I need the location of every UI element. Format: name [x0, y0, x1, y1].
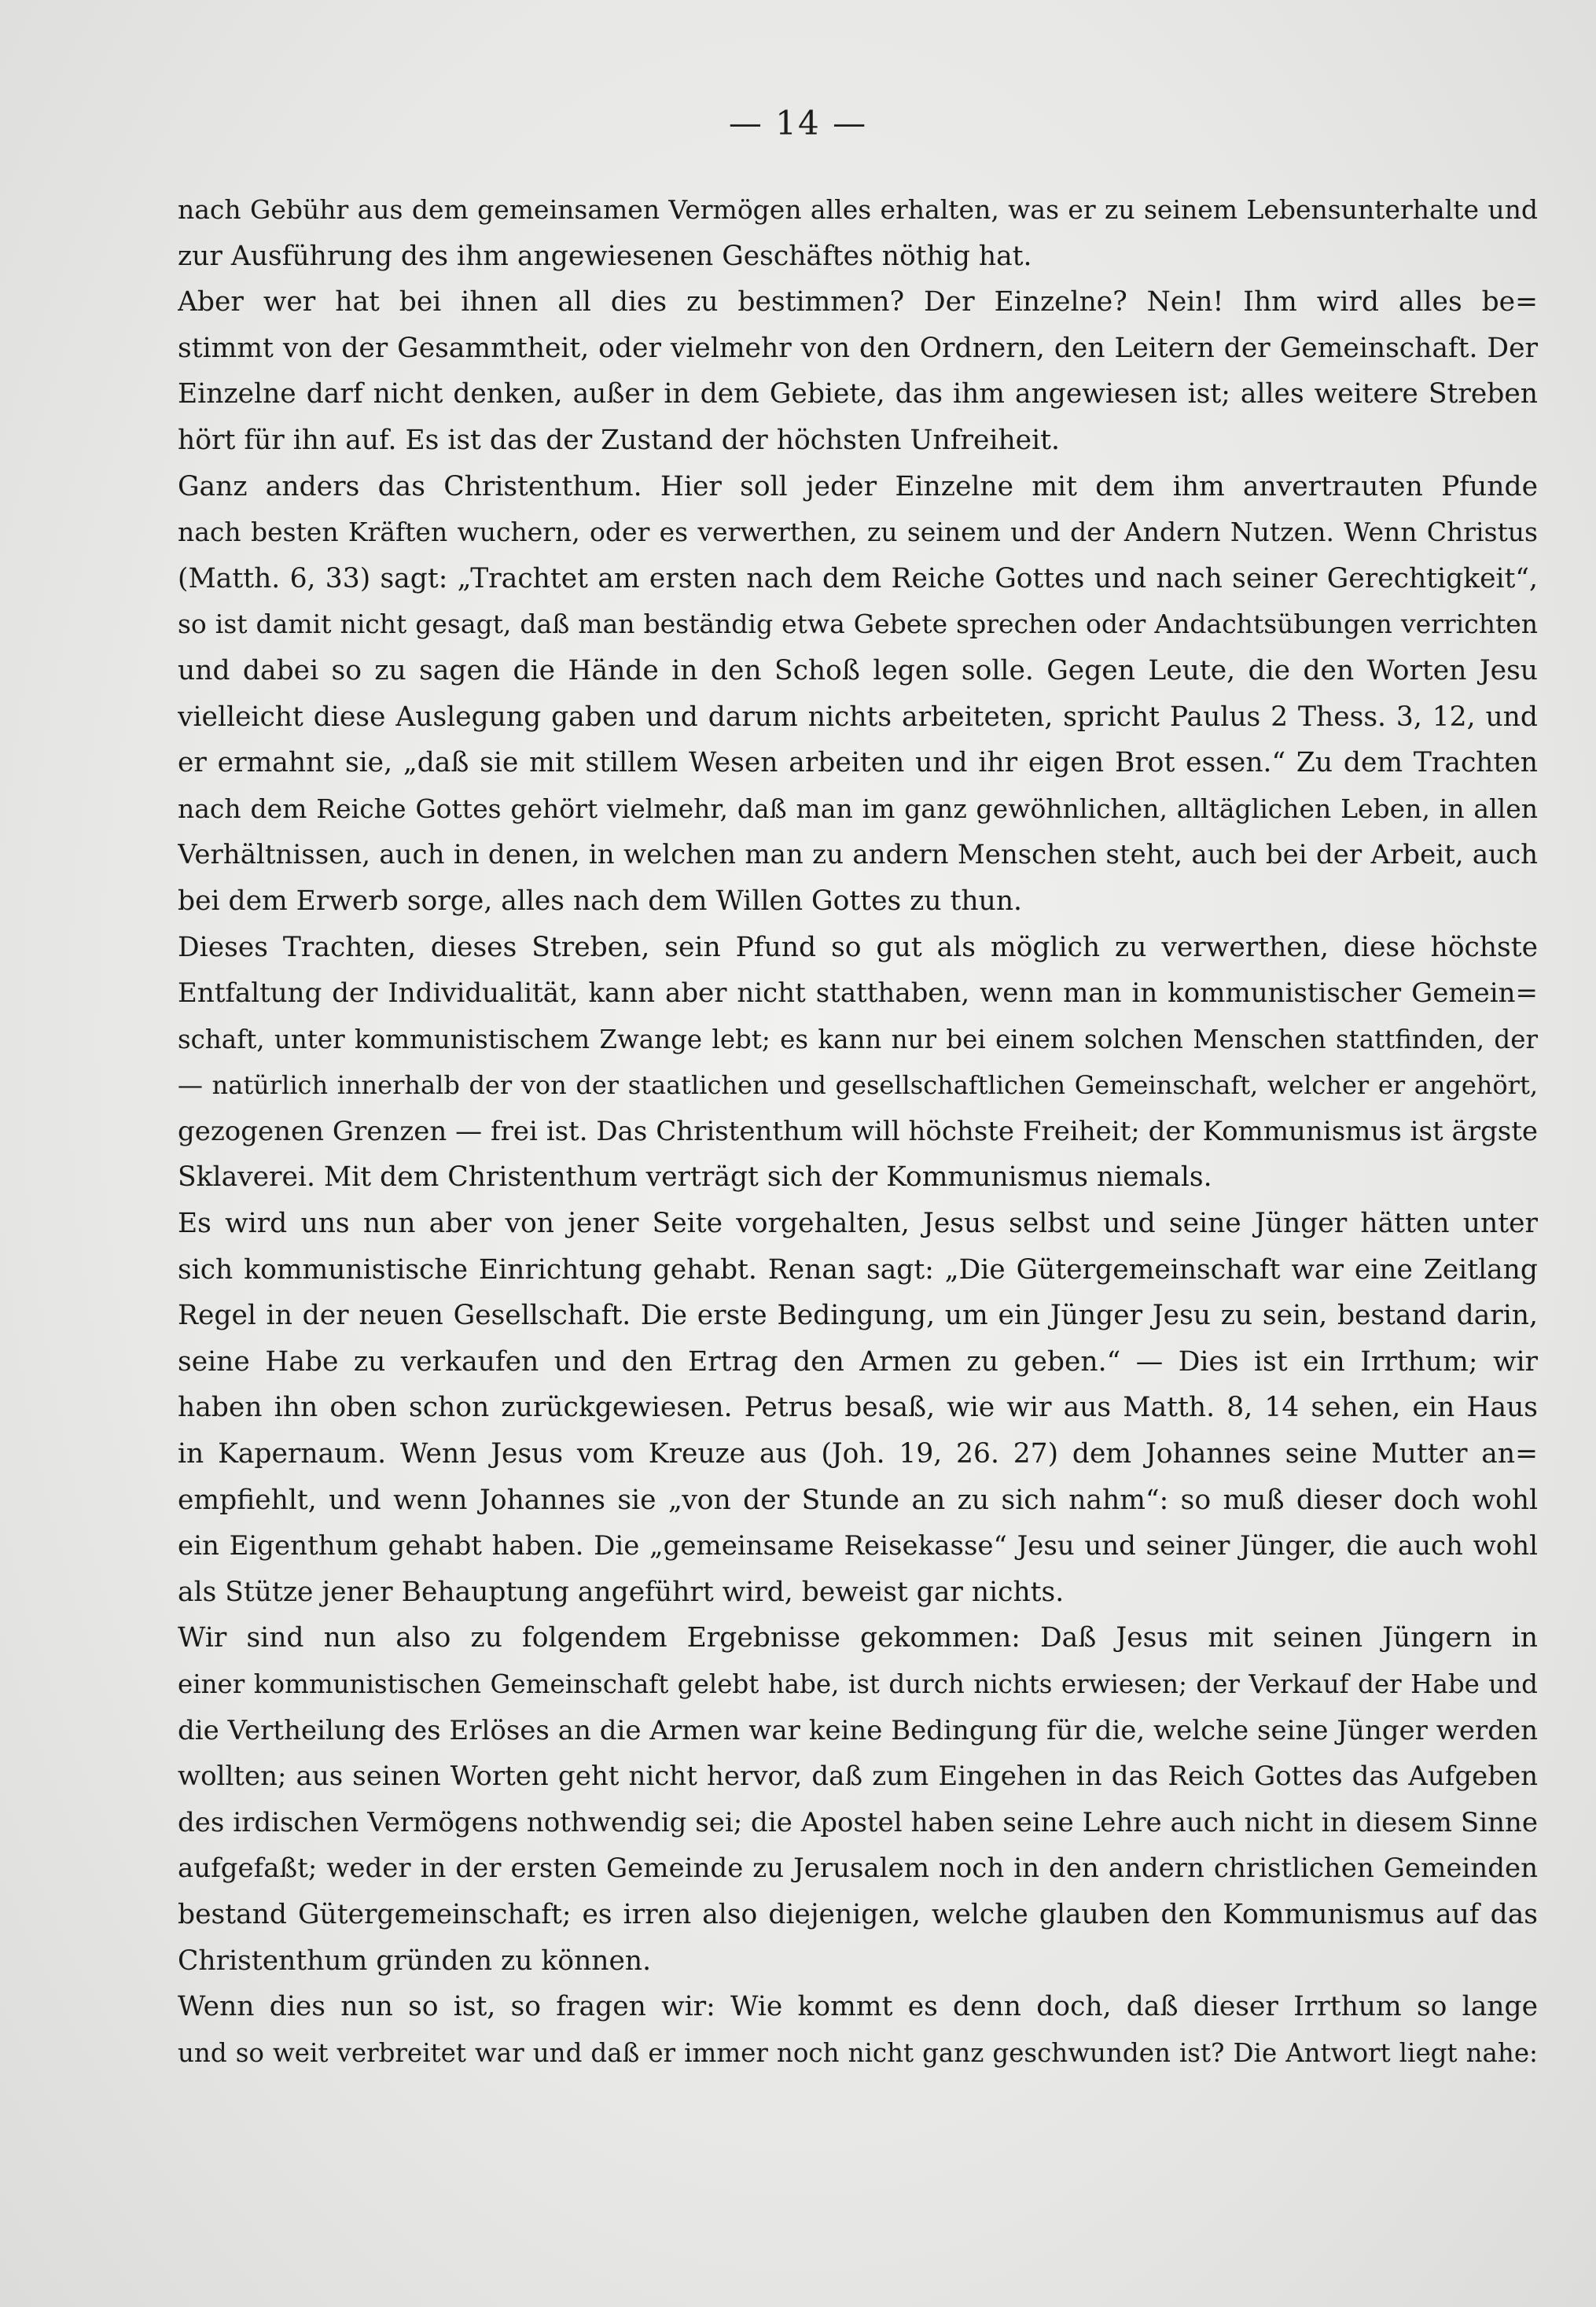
- text-line: Wenn dies nun so ist, so fragen wir: Wie kommt es denn doch, daß dieser Irrthum so lange: [178, 1991, 1538, 2023]
- text-line: nach Gebühr aus dem gemeinsamen Vermögen alles erhalten, was er zu seinem Lebensunterhalte und: [178, 194, 1538, 225]
- text-line: des irdischen Vermögens nothwendig sei; die Apostel haben seine Lehre auch nicht in diesem Sinne: [178, 1806, 1538, 1838]
- text-line: so ist damit nicht gesagt, daß man beständig etwa Gebete sprechen oder Andachtsübungen verrichten: [178, 609, 1538, 640]
- text-line: vielleicht diese Auslegung gaben und darum nichts arbeiteten, spricht Paulus 2 Thess. 3, 12, und: [178, 701, 1538, 733]
- text-line: (Matth. 6, 33) sagt: „Trachtet am ersten nach dem Reiche Gottes und nach seiner Gerechtigkeit“,: [178, 562, 1538, 594]
- text-line: er ermahnt sie, „daß sie mit stillem Wesen arbeiten und ihr eigen Brot essen.“ Zu dem Trachten: [178, 747, 1538, 779]
- text-line: gezogenen Grenzen — frei ist. Das Christenthum will höchste Freiheit; der Kommunismus ist ärgste: [178, 1115, 1538, 1147]
- text-line: bestand Gütergemeinschaft; es irren also diejenigen, welche glauben den Kommunismus auf das: [178, 1898, 1538, 1930]
- text-line: Wir sind nun also zu folgendem Ergebnisse gekommen: Daß Jesus mit seinen Jüngern in: [178, 1622, 1538, 1654]
- text-line: haben ihn oben schon zurückgewiesen. Petrus besaß, wie wir aus Matth. 8, 14 sehen, ein Haus: [178, 1392, 1538, 1424]
- text-line: Ganz anders das Christenthum. Hier soll jeder Einzelne mit dem ihm anvertrauten Pfunde: [178, 470, 1538, 502]
- text-line: stimmt von der Gesammtheit, oder vielmehr von den Ordnern, den Leitern der Gemeinschaft. Der: [178, 332, 1538, 364]
- text-line: empfiehlt, und wenn Johannes sie „von der Stunde an zu sich nahm“: so muß dieser doch wohl: [178, 1484, 1538, 1516]
- text-line: nach besten Kräften wuchern, oder es verwerthen, zu seinem und der Andern Nutzen. Wenn Christus: [178, 517, 1538, 548]
- text-line: nach dem Reiche Gottes gehört vielmehr, daß man im ganz gewöhnlichen, alltäglichen Leben, in allen: [178, 793, 1538, 824]
- text-line: als Stütze jener Behauptung angeführt wird, beweist gar nichts.: [178, 1576, 1065, 1608]
- text-line: und dabei so zu sagen die Hände in den Schoß legen solle. Gegen Leute, die den Worten Jesu: [178, 654, 1538, 686]
- text-line: aufgefaßt; weder in der ersten Gemeinde zu Jerusalem noch in den andern christlichen Gemeinden: [178, 1853, 1538, 1885]
- text-line: Sklaverei. Mit dem Christenthum verträgt sich der Kommunismus niemals.: [178, 1161, 1212, 1194]
- text-line: seine Habe zu verkaufen und den Ertrag den Armen zu geben.“ — Dies ist ein Irrthum; wir: [178, 1345, 1538, 1378]
- text-line: zur Ausführung des ihm angewiesenen Geschäftes nöthig hat.: [178, 240, 1032, 272]
- text-line: Einzelne darf nicht denken, außer in dem Gebiete, das ihm angewiesen ist; alles weitere Streben: [178, 378, 1538, 410]
- body-text: [178, 187, 1538, 2076]
- text-line: wollten; aus seinen Worten geht nicht hervor, daß zum Eingehen in das Reich Gottes das Aufgeben: [178, 1761, 1538, 1793]
- text-line: Christenthum gründen zu können.: [178, 1945, 652, 1977]
- text-line: — natürlich innerhalb der von der staatlichen und gesellschaftlichen Gemeinschaft, welcher er angehört,: [178, 1070, 1538, 1101]
- page-number: — 14 —: [728, 104, 868, 142]
- text-line: Aber wer hat bei ihnen all dies zu bestimmen? Der Einzelne? Nein! Ihm wird alles be=: [178, 286, 1538, 318]
- text-line: einer kommunistischen Gemeinschaft gelebt habe, ist durch nichts erwiesen; der Verkauf der Habe und: [178, 1669, 1538, 1699]
- text-line: und so weit verbreitet war und daß er immer noch nicht ganz geschwunden ist? Die Antwort liegt nahe:: [178, 2037, 1538, 2068]
- text-line: Dieses Trachten, dieses Streben, sein Pfund so gut als möglich zu verwerthen, diese höchste: [178, 931, 1538, 963]
- text-line: Es wird uns nun aber von jener Seite vorgehalten, Jesus selbst und seine Jünger hätten unter: [178, 1208, 1538, 1240]
- text-line: bei dem Erwerb sorge, alles nach dem Willen Gottes zu thun.: [178, 885, 1023, 917]
- text-line: hört für ihn auf. Es ist das der Zustand der höchsten Unfreiheit.: [178, 424, 1060, 456]
- text-line: die Vertheilung des Erlöses an die Armen war keine Bedingung für die, welche seine Jünger werden: [178, 1714, 1538, 1746]
- text-line: Verhältnissen, auch in denen, in welchen man zu andern Menschen steht, auch bei der Arbeit, auch: [178, 839, 1538, 871]
- text-line: in Kapernaum. Wenn Jesus vom Kreuze aus (Joh. 19, 26. 27) dem Johannes seine Mutter an=: [178, 1438, 1538, 1470]
- text-line: Regel in der neuen Gesellschaft. Die erste Bedingung, um ein Jünger Jesu zu sein, bestand darin,: [178, 1300, 1538, 1332]
- text-line: schaft, unter kommunistischem Zwange lebt; es kann nur bei einem solchen Menschen stattfinden, der: [178, 1024, 1538, 1054]
- text-line: sich kommunistische Einrichtung gehabt. Renan sagt: „Die Gütergemeinschaft war eine Zeitlang: [178, 1253, 1538, 1286]
- text-line: Entfaltung der Individualität, kann aber nicht statthaben, wenn man in kommunistischer Gemein=: [178, 977, 1538, 1010]
- text-line: ein Eigenthum gehabt haben. Die „gemeinsame Reisekasse“ Jesu und seiner Jünger, die auch wohl: [178, 1530, 1538, 1562]
